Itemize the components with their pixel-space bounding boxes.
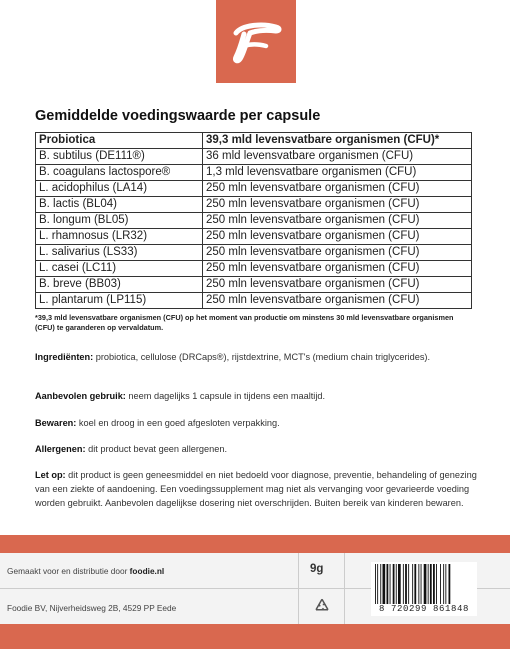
table-row	[36, 245, 472, 261]
cfu-cell: 1,3 mld levensvatbare organismen (CFU)	[203, 165, 472, 181]
strain-cell: B. breve (BB03)	[36, 277, 203, 293]
cfu-cell: 250 mln levensvatbare organismen (CFU)	[203, 197, 472, 213]
strain-cell: L. acidophilus (LA14)	[36, 181, 203, 197]
column-header-probiotica: Probiotica	[36, 133, 203, 149]
barcode-bar	[443, 564, 444, 604]
brand-name: foodie.nl	[129, 566, 165, 576]
barcode-bar	[445, 564, 446, 604]
nutrition-table	[35, 132, 472, 309]
barcode-bar	[393, 564, 395, 604]
cfu-cell: 250 mln levensvatbare organismen (CFU)	[203, 261, 472, 277]
barcode-number: 8 720299 861848	[378, 604, 469, 614]
barcode-bars	[371, 562, 477, 604]
barcode-bar	[375, 564, 376, 604]
strain-cell: L. rhamnosus (LR32)	[36, 229, 203, 245]
barcode-bar	[424, 564, 427, 604]
table-row	[36, 149, 472, 165]
strain-cell: B. subtilus (DE111®)	[36, 149, 203, 165]
usage-paragraph	[35, 389, 480, 403]
usage-label: Aanbevolen gebruik:	[35, 391, 126, 401]
footer-column-divider	[344, 553, 345, 624]
strain-cell: B. coagulans lactospore®	[36, 165, 203, 181]
ingredients-paragraph	[35, 350, 480, 364]
table-header-row	[36, 133, 472, 149]
cfu-cell: 250 mln levensvatbare organismen (CFU)	[203, 293, 472, 309]
ingredients-label: Ingrediënten:	[35, 352, 94, 362]
strain-cell: L. casei (LC11)	[36, 261, 203, 277]
note-paragraph	[35, 468, 480, 510]
foodie-f-logo-icon	[228, 19, 284, 65]
table-row	[36, 277, 472, 293]
barcode-bar	[390, 564, 391, 604]
ingredients-text: probiotica, cellulose (DRCaps®), rijstdextrine, MCT's (medium chain triglycerides).	[93, 352, 431, 362]
table-row	[36, 165, 472, 181]
strain-cell: B. longum (BL05)	[36, 213, 203, 229]
cfu-cell: 250 mln levensvatbare organismen (CFU)	[203, 277, 472, 293]
barcode-bar	[412, 564, 413, 604]
note-text: dit product is geen geneesmiddel en niet bedoeld voor diagnose, preventie, behandeling of genezing van een ziekte of aandoening. Een voedingssupplement mag niet als vervanging voor gevarieerde voeding worden gebruikt. Aanbevolen dagelijkse dosering niet overschrijden. Buiten bereik van kinderen bewaren.	[35, 470, 477, 508]
allergens-paragraph	[35, 442, 480, 456]
strain-cell: B. lactis (BL04)	[36, 197, 203, 213]
barcode-bar	[387, 564, 389, 604]
table-row	[36, 197, 472, 213]
page-title: Gemiddelde voedingswaarde per capsule	[35, 108, 321, 124]
company-address: Foodie BV, Nijverheidsweg 2B, 4529 PP Eede	[7, 603, 177, 613]
allergens-label: Allergenen:	[35, 444, 86, 454]
barcode-bar	[377, 564, 378, 604]
barcode-bar	[428, 564, 429, 604]
barcode-bar	[430, 564, 432, 604]
cfu-cell: 36 mld levensvatbare organismen (CFU)	[203, 149, 472, 165]
barcode-bar	[396, 564, 397, 604]
barcode-bar	[449, 564, 451, 604]
column-header-cfu: 39,3 mld levensvatbare organismen (CFU)*	[203, 133, 472, 149]
barcode-bar	[398, 564, 401, 604]
footer-top-band	[0, 535, 510, 553]
barcode-bar	[380, 564, 381, 604]
net-weight: 9g	[310, 563, 324, 575]
footer-column-divider	[298, 553, 299, 624]
cfu-cell: 250 mln levensvatbare organismen (CFU)	[203, 245, 472, 261]
barcode-bar	[383, 564, 386, 604]
footnote: *39,3 mld levensvatbare organismen (CFU) op het moment van productie om minstens 30 mld levensvatbare organismen (CFU) te garanderen op vervaldatum.	[35, 313, 454, 332]
barcode-bar	[440, 564, 441, 604]
barcode-bar	[403, 564, 404, 604]
strain-cell: L. salivarius (LS33)	[36, 245, 203, 261]
barcode	[371, 562, 477, 616]
barcode-bar	[421, 564, 422, 604]
cfu-cell: 250 mln levensvatbare organismen (CFU)	[203, 213, 472, 229]
table-row	[36, 229, 472, 245]
allergens-text: dit product bevat geen allergenen.	[85, 444, 228, 454]
barcode-bar	[405, 564, 407, 604]
recycle-icon	[313, 597, 331, 615]
usage-text: neem dagelijks 1 capsule in tijdens een maaltijd.	[125, 391, 326, 401]
brand-logo	[216, 0, 296, 83]
barcode-bar	[418, 564, 419, 604]
note-label: Let op:	[35, 470, 66, 480]
barcode-bar	[414, 564, 416, 604]
table-row	[36, 293, 472, 309]
storage-paragraph	[35, 416, 480, 430]
barcode-bar	[433, 564, 435, 604]
storage-label: Bewaren:	[35, 418, 77, 428]
made-for-text: Gemaakt voor en distributie door foodie.nl	[7, 566, 165, 576]
storage-text: koel en droog in een goed afgesloten verpakking.	[76, 418, 280, 428]
table-row	[36, 181, 472, 197]
cfu-cell: 250 mln levensvatbare organismen (CFU)	[203, 229, 472, 245]
cfu-cell: 250 mln levensvatbare organismen (CFU)	[203, 181, 472, 197]
barcode-bar	[436, 564, 437, 604]
strain-cell: L. plantarum (LP115)	[36, 293, 203, 309]
table-row	[36, 213, 472, 229]
barcode-bar	[408, 564, 409, 604]
footer-bottom-band	[0, 624, 510, 649]
table-row	[36, 261, 472, 277]
